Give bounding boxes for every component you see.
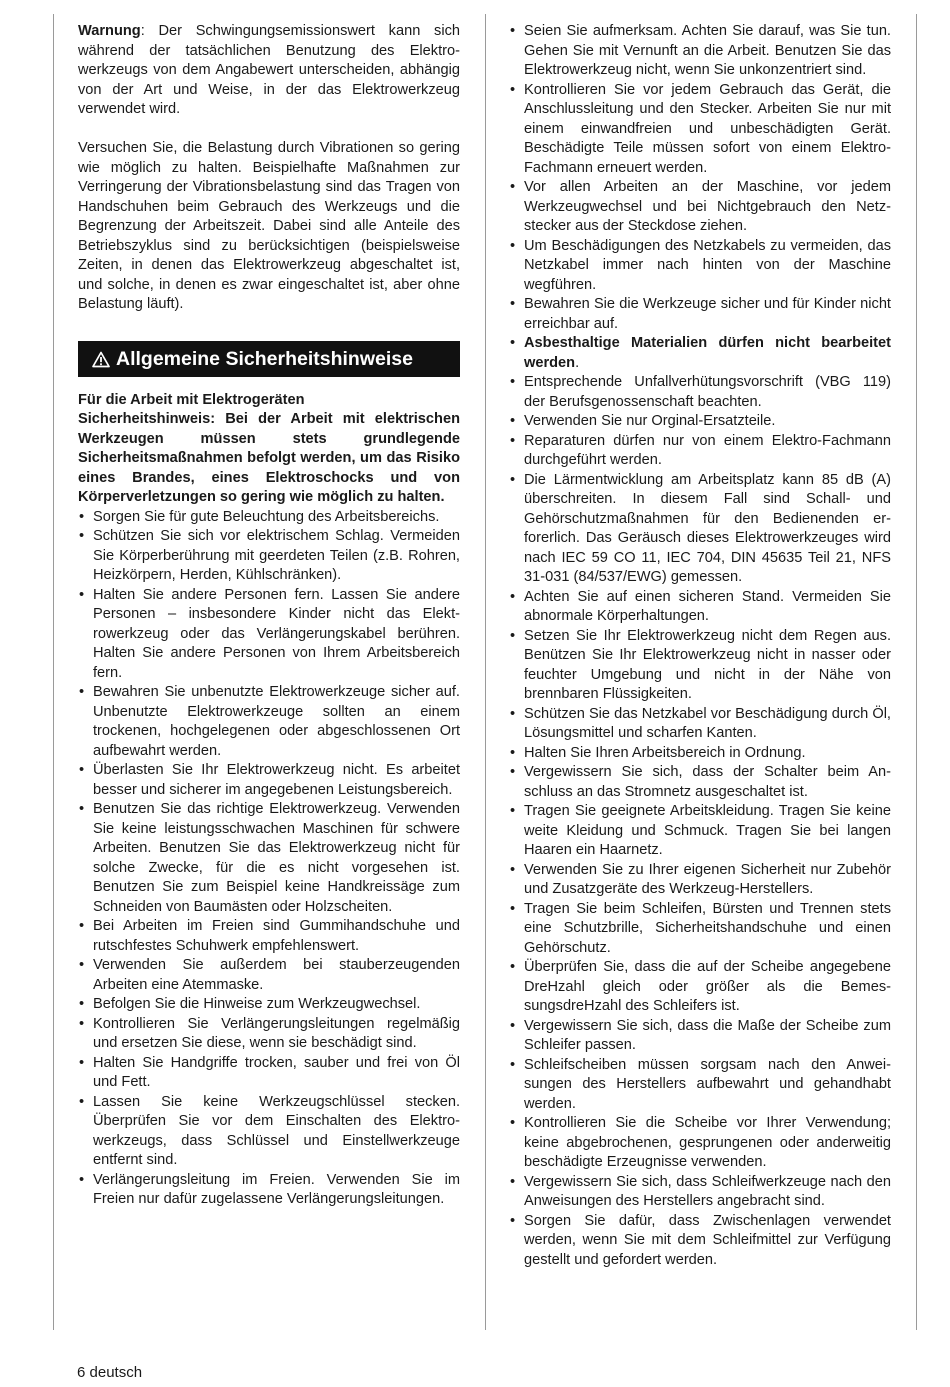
list-item: • Tragen Sie geeignete Arbeitskleidung. Tragen Sie keine weite Kleidung und Schmuck. Tragen Sie bei langen Haaren ein Haarnetz. — [509, 802, 891, 861]
list-item: • Bewahren Sie unbenutzte Elektrowerkzeuge sicher auf. Unbenutzte Elektrowerkzeuge sollten an einem trockenen, hochgelegenen oder abgeschlossenen Ort aufbewahrt werden. — [78, 683, 460, 761]
column-divider — [485, 14, 486, 1330]
warning-text: : Der Schwingungsemissionswert kann sich während der tatsächlichen Benutzung des Elektrowerkzeugs von dem Angabewert unterscheiden, abhängig von der Art und Weise, in der das Elektrowerkzeug verwendet wird. — [78, 23, 460, 117]
list-item: • Schützen Sie das Netzkabel vor Beschädigung durch Öl, Lösungsmittel und scharfen Kanten. — [509, 705, 891, 744]
list-item: • Achten Sie auf einen sicheren Stand. Vermeiden Sie abnormale Körperhaltungen. — [509, 588, 891, 627]
list-item: • Verwenden Sie außerdem bei stauberzeugenden Arbeiten eine Atemmaske. — [78, 956, 460, 995]
vibration-paragraph: Versuchen Sie, die Belastung durch Vibrationen so gering wie möglich zu halten. Beispielhafte Maßnahmen zur Verringerung der Vibrationsbelastung sind das Tragen von Handschuhen beim Gebrauch des Werkzeugs und die Begrenzung der Arbeitszeit. Dabei sind alle Anteile des Betriebszyklus sind zu berücksichtigen (beispielsweise Zeiten, in denen das Elektrowerkzeug abgeschaltet ist, und solche, in denen es zwar eingeschaltet ist, aber ohne Belastung läuft). — [78, 140, 460, 312]
list-item: • Schützen Sie sich vor elektrischem Schlag. Vermeiden Sie Körperberührung mit geerdeten Teilen (z.B. Rohren, Heizkörpern, Herden, Kühlschränken). — [78, 527, 460, 586]
list-item: • Vergewissern Sie sich, dass der Schalter beim Anschluss an das Stromnetz ausgeschaltet ist. — [509, 763, 891, 802]
left-bullet-list — [78, 508, 460, 1210]
list-item: • Verwenden Sie zu Ihrer eigenen Sicherheit nur Zubehör und Zusatzgeräte des Werkzeug-Herstellers. — [509, 861, 891, 900]
warning-label: Warnung — [78, 23, 141, 39]
list-item: • Kontrollieren Sie vor jedem Gebrauch das Gerät, die Anschlussleitung und den Stecker. Arbeiten Sie nur mit einem einwandfreien und unbeschädigten Gerät. Beschädigte Teile müssen sofort von einem Elektro-Fachmann erneuert werden. — [509, 81, 891, 179]
list-item: • Halten Sie Ihren Arbeitsbereich in Ordnung. — [509, 744, 891, 764]
safety-intro: Sicherheitshinweis: Bei der Arbeit mit elektrischen Werkzeugen müssen stets grundlegende Sicherheitsmaßnahmen befolgt werden, um das Risiko eines Brandes, eines Elektroschocks und von Körperverletzungen so gering wie möglich zu halten. — [78, 411, 460, 505]
list-item: • Reparaturen dürfen nur von einem Elektro-Fachmann durchgeführt werden. — [509, 432, 891, 471]
asbestos-period: . — [575, 354, 580, 371]
right-bullet-list — [509, 22, 891, 1270]
list-item: • Schleifscheiben müssen sorgsam nach den Anweisungen des Herstellers aufbewahrt und gehandhabt werden. — [509, 1056, 891, 1115]
list-item: • Befolgen Sie die Hinweise zum Werkzeugwechsel. — [78, 995, 460, 1015]
list-item: • Seien Sie aufmerksam. Achten Sie darauf, was Sie tun. Gehen Sie mit Vernunft an die Arbeit. Benutzen Sie das Elektrowerkzeug nicht, wenn Sie unkonzentriert sind. — [509, 22, 891, 81]
list-item: • Um Beschädigungen des Netzkabels zu vermeiden, das Netzkabel immer nach hinten von der Maschine wegführen. — [509, 237, 891, 296]
list-item: • Bei Arbeiten im Freien sind Gummihandschuhe und rutschfestes Schuhwerk empfehlenswert. — [78, 917, 460, 956]
list-item-asbestos — [509, 334, 891, 373]
list-item: • Sorgen Sie für gute Beleuchtung des Arbeitsbereichs. — [78, 508, 460, 528]
list-item: • Sorgen Sie dafür, dass Zwischenlagen verwendet werden, wenn Sie mit dem Schleifmittel zur Verfügung gestellt und gefordert werden. — [509, 1212, 891, 1271]
warning-paragraph — [78, 22, 460, 120]
page-footer: 6 deutsch — [77, 1364, 143, 1381]
right-margin-rule — [916, 14, 917, 1330]
list-item: • Vergewissern Sie sich, dass Schleifwerkzeuge nach den Anweisungen des Herstellers angebracht sind. — [509, 1173, 891, 1212]
list-item: • Überlasten Sie Ihr Elektrowerkzeug nicht. Es arbeitet besser und sicherer im angegebenen Leistungsbereich. — [78, 761, 460, 800]
list-item: • Überprüfen Sie, dass die auf der Scheibe angegebene DreHzahl gleich oder größer als die BemessungsdreHzahl des Schleifers ist. — [509, 958, 891, 1017]
list-item: • Entsprechende Unfallverhütungsvorschrift (VBG 119) der Berufsgenossenschaft beachten. — [509, 373, 891, 412]
right-column — [509, 22, 891, 1270]
list-item: • Kontrollieren Sie Verlängerungsleitungen regelmäßig und ersetzen Sie diese, wenn sie beschädigt sind. — [78, 1015, 460, 1054]
warning-triangle-icon — [92, 351, 110, 368]
section-title: Allgemeine Sicherheitshinweise — [116, 347, 413, 370]
list-item: • Bewahren Sie die Werkzeuge sicher und für Kinder nicht erreichbar auf. — [509, 295, 891, 334]
list-item: • Vor allen Arbeiten an der Maschine, vor jedem Werkzeugwechsel und bei Nichtgebrauch den Netzstecker aus der Steckdose ziehen. — [509, 178, 891, 237]
left-column — [78, 22, 460, 1210]
sub-heading: Für die Arbeit mit Elektrogeräten — [78, 391, 305, 408]
list-item: • Die Lärmentwicklung am Arbeitsplatz kann 85 dB (A) überschreiten. In diesem Fall sind Schall- und Gehörschutzmaßnahmen für den Bedienenden erforerlich. Das Geräusch dieses Elektrowerkzeuges wird nach IEC 59 CO 11, IEC 704, DIN 45635 Teil 21, NFS 31-031 (84/537/EWG) gemessen. — [509, 471, 891, 588]
list-item: • Kontrollieren Sie die Scheibe vor Ihrer Verwendung; keine abgebrochenen, gesprungenen oder anderweitig beschädigte Erzeugnisse verwenden. — [509, 1114, 891, 1173]
list-item: • Verlängerungsleitung im Freien. Verwenden Sie im Freien nur dafür zugelassene Verlängerungsleitungen. — [78, 1171, 460, 1210]
asbestos-warning: Asbesthaltige Materialien dürfen nicht bearbeitet werden — [524, 335, 891, 371]
list-item: • Halten Sie Handgriffe trocken, sauber und frei von Öl und Fett. — [78, 1054, 460, 1093]
section-title-bar — [78, 341, 460, 377]
list-item: • Tragen Sie beim Schleifen, Bürsten und Trennen stets eine Schutzbrille, Sicherheitshandschuhe und einen Gehörschutz. — [509, 900, 891, 959]
list-item: • Vergewissern Sie sich, dass die Maße der Scheibe zum Schleifer passen. — [509, 1017, 891, 1056]
list-item: • Setzen Sie Ihr Elektrowerkzeug nicht dem Regen aus. Benützen Sie Ihr Elektrowerkzeug nicht in nasser oder feuchter Umgebung und nicht in der Nähe von brennbaren Flüssigkeiten. — [509, 627, 891, 705]
list-item: • Lassen Sie keine Werkzeugschlüssel stecken. Überprüfen Sie vor dem Einschalten des Elektrowerkzeugs, dass Schlüssel und Einstellwerkzeuge entfernt sind. — [78, 1093, 460, 1171]
list-item: • Verwenden Sie nur Orginal-Ersatzteile. — [509, 412, 891, 432]
list-item: • Halten Sie andere Personen fern. Lassen Sie andere Personen – insbesondere Kinder nicht das Elektrowerkzeug oder das Verlängerungskabel berühren. Halten Sie andere Personen von Ihrem Arbeitsbereich fern. — [78, 586, 460, 684]
list-item: • Benutzen Sie das richtige Elektrowerkzeug. Verwenden Sie keine leistungsschwachen Maschinen für schwere Arbeiten. Benutzen Sie das Elektrowerkzeug nicht für solche Zwecke, für die es nicht vorgesehen ist. Benutzen Sie zum Beispiel keine Handkreissäge zum Schneiden von Baumästen oder Holzscheiten. — [78, 800, 460, 917]
left-margin-rule — [53, 14, 54, 1330]
